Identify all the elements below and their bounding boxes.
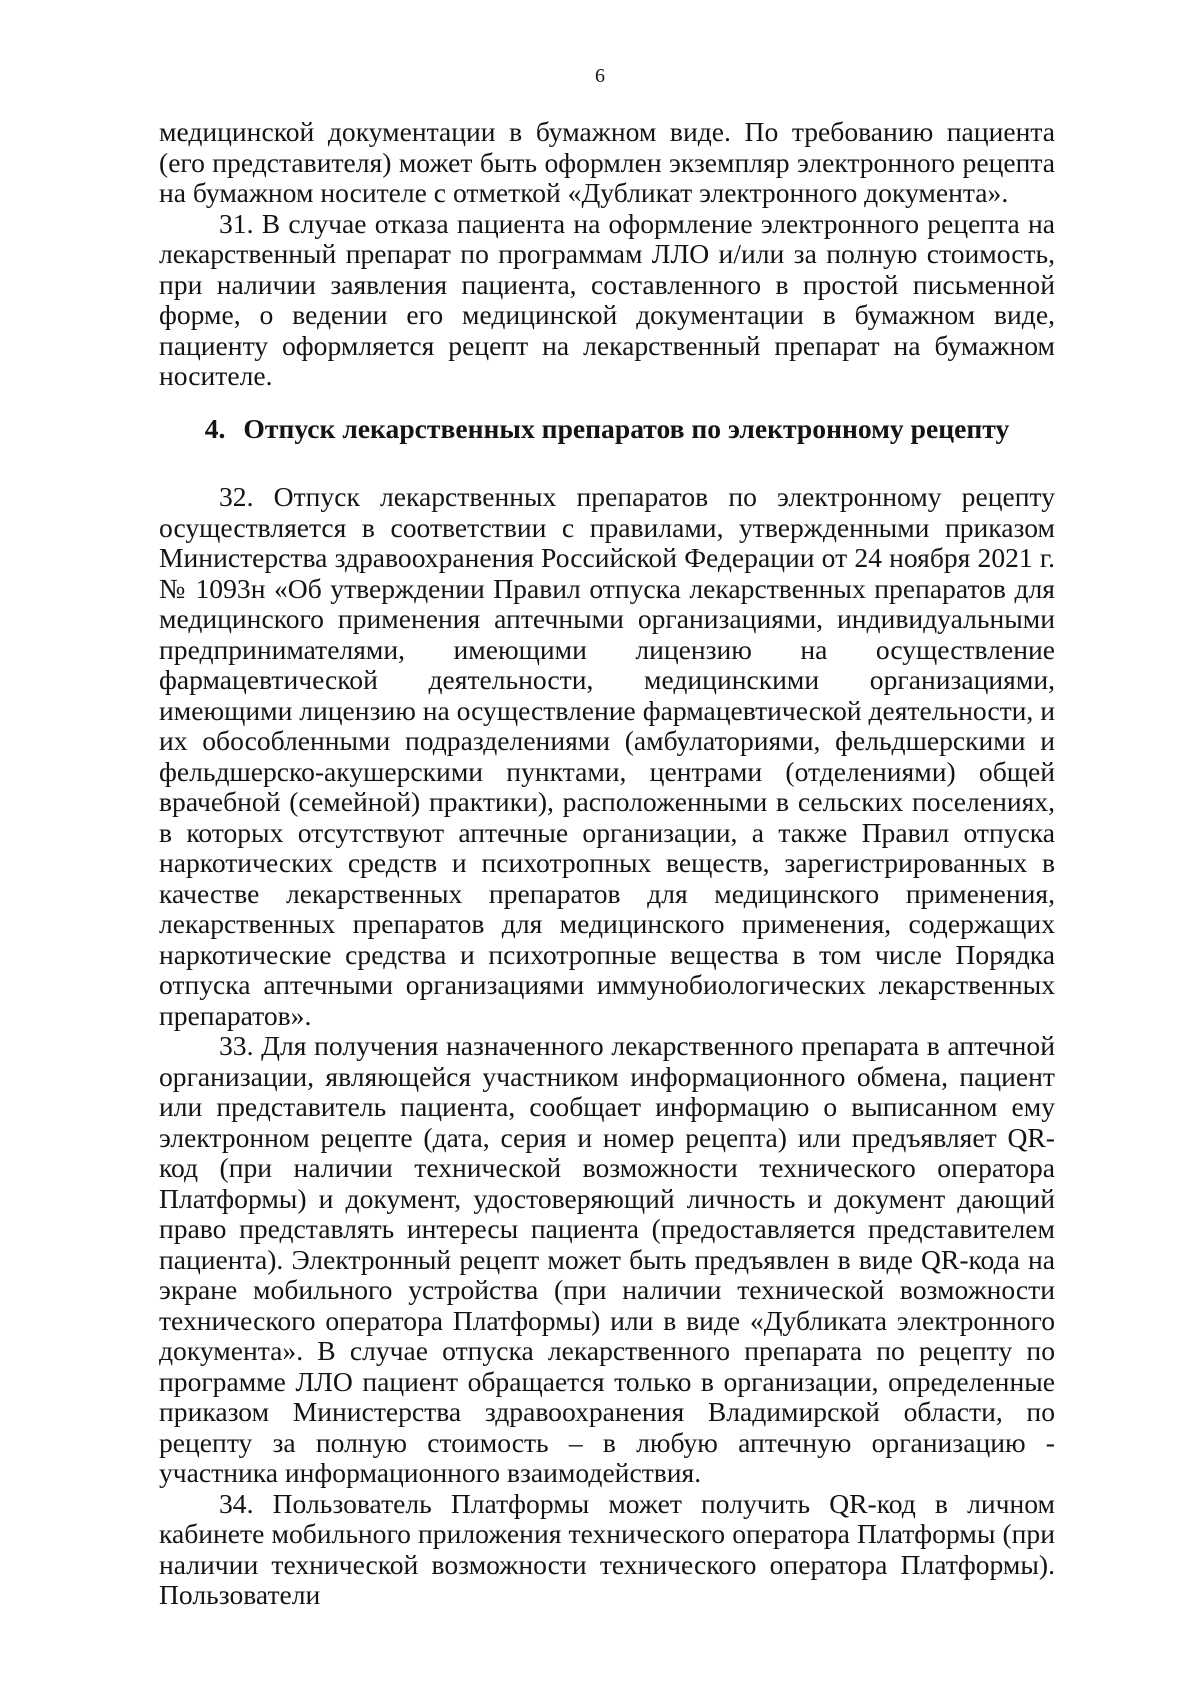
- section-heading: [159, 413, 1055, 445]
- page-number: 6: [595, 65, 605, 87]
- section-title: Отпуск лекарственных препаратов по электронному рецепту: [243, 413, 1010, 444]
- paragraph-34: 34. Пользователь Платформы может получить QR-код в личном кабинете мобильного приложения технического оператора Платформы (при наличии технической возможности технического оператора Платформы). Пользователи: [159, 1487, 1055, 1610]
- paragraph-32: 32. Отпуск лекарственных препаратов по электронному рецепту осуществляется в соответствии с правилами, утвержденными приказом Министерства здравоохранения Российской Федерации от 24 ноября 2021 г. № 1093н «Об утверждении Правил отпуска лекарственных препаратов для медицинского применения аптечными организациями, индивидуальными предпринимателями, имеющими лицензию на осуществление фармацевтической деятельности, медицинскими организациями, имеющими лицензию на осуществление фармацевтической деятельности, и их обособленными подразделениями (амбулаториями, фельдшерскими и фельдшерско-акушерскими пунктами, центрами (отделениями) общей врачебной (семейной) практики), расположенными в сельских поселениях, в которых отсутствуют аптечные организации, а также Правил отпуска наркотических средств и психотропных веществ, зарегистрированных в качестве лекарственных препаратов для медицинского применения, лекарственных препаратов для медицинского применения, содержащих наркотические средства и психотропные вещества в том числе Порядка отпуска аптечными организациями иммунобиологических лекарственных препаратов».: [159, 481, 1055, 1031]
- section-number: 4.: [204, 413, 226, 444]
- paragraph-33: 33. Для получения назначенного лекарственного препарата в аптечной организации, являющейся участником информационного обмена, пациент или представитель пациента, сообщает информацию о выписанном ему электронном рецепте (дата, серия и номер рецепта) или предъявляет QR-код (при наличии технической возможности технического оператора Платформы) и документ, удостоверяющий личность и документ дающий право представлять интересы пациента (предоставляется представителем пациента). Электронный рецепт может быть предъявлен в виде QR-кода на экране мобильного устройства (при наличии технической возможности технического оператора Платформы) или в виде «Дубликата электронного документа». В случае отпуска лекарственного препарата по рецепту по программе ЛЛО пациент обращается только в организации, определенные приказом Министерства здравоохранения Владимирской области, по рецепту за полную стоимость – в любую аптечную организацию - участника информационного взаимодействия.: [159, 1030, 1055, 1488]
- intro-text-block: [159, 117, 1055, 392]
- paragraph-continuation: медицинской документации в бумажном виде. По требованию пациента (его представителя) может быть оформлен экземпляр электронного рецепта на бумажном носителе с отметкой «Дубликат электронного документа».: [159, 116, 1055, 208]
- section-body: [159, 482, 1055, 1611]
- paragraph-31: 31. В случае отказа пациента на оформление электронного рецепта на лекарственный препарат по программам ЛЛО и/или за полную стоимость, при наличии заявления пациента, составленного в простой письменной форме, о ведении его медицинской документации в бумажном виде, пациенту оформляется рецепт на лекарственный препарат на бумажном носителе.: [159, 207, 1055, 391]
